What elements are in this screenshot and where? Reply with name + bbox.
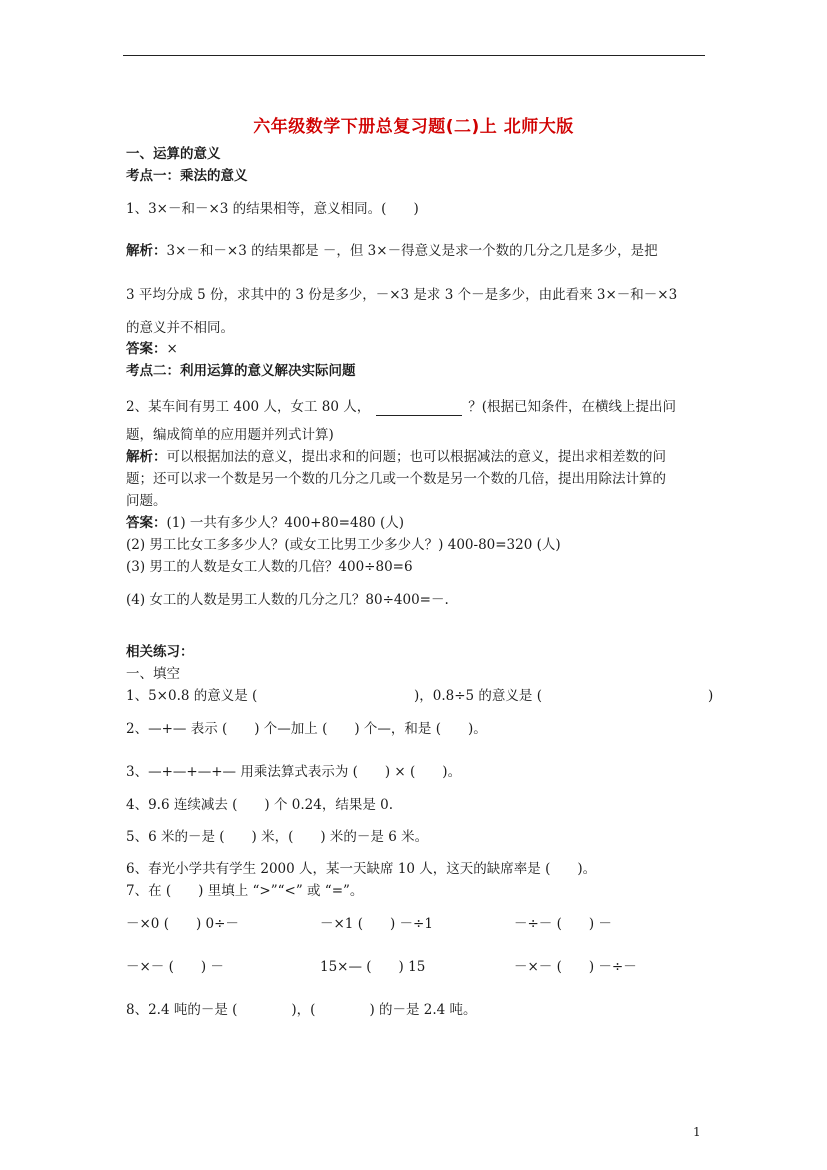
practice-7: 7、在 ( ) 里填上 “>”“<” 或 “=”。 [126,883,364,899]
answer-2-line-2: (2) 男工比女工多多少人？(或女工比男工少多少人？) 400-80=320 (人) [126,537,561,553]
practice-8: 8、2.4 吨的－是 ( )，( ) 的－是 2.4 吨。 [126,1002,477,1018]
analysis-2-text-1: 可以根据加法的意义，提出求和的问题；也可以根据减法的意义，提出求相差数的问 [166,449,666,465]
compare-row-1-col-3: －÷－ ( ) － [514,916,612,932]
analysis-label: 解析： [126,243,167,259]
question-2-line-1 [126,398,676,416]
compare-row-1-col-1: －×0 ( ) 0÷－ [126,916,239,932]
analysis-2-line-2: 题；还可以求一个数是另一个数的几分之几或一个数是另一个数的几倍，提出用除法计算的 [126,471,666,487]
analysis-1-line-2: 3 平均分成 5 份，求其中的 3 份是多少，－×3 是求 3 个－是多少，由此看来 3×－和－×3 [126,287,678,303]
document-title: 六年级数学下册总复习题(二)上 北师大版 [253,117,574,137]
question-1: 1、3×－和－×3 的结果相等，意义相同。( ) [126,201,419,217]
compare-row-1-col-2: －×1 ( ) －÷1 [320,916,433,932]
practice-1 [126,687,257,705]
answer-label: 答案： [126,341,167,357]
question-2-line-2: 题，编成简单的应用题并列式计算) [126,427,334,443]
header-rule [123,55,705,56]
practice-section-fill-in: 一、填空 [126,666,180,682]
answer-2-text-1: (1) 一共有多少人？400+80=480 (人) [166,515,405,531]
point-one-heading: 考点一：乘法的意义 [126,168,248,184]
analysis-2-line-1 [126,448,666,466]
question-2-text-a: 2、某车间有男工 400 人，女工 80 人， [126,399,371,415]
page-number: 1 [693,1125,701,1139]
practice-1-text-a: 1、5×0.8 的意义是 ( [126,688,258,704]
analysis-1-line-3: 的意义并不相同。 [126,320,234,336]
analysis-1-line-1 [126,242,658,260]
compare-row-2-col-3: －×－ ( ) －÷－ [514,959,637,975]
analysis-2-line-3: 问题。 [126,493,167,509]
answer-label: 答案： [126,515,167,531]
question-2-text-b: ？(根据已知条件，在横线上提出问 [468,399,676,415]
section-heading-operations: 一、运算的意义 [126,146,221,162]
analysis-1-text-1: 3×－和－×3 的结果都是 －，但 3×－得意义是求一个数的几分之几是多少，是把 [166,243,658,259]
practice-heading: 相关练习： [126,644,194,660]
point-two-heading: 考点二：利用运算的意义解决实际问题 [126,363,356,379]
practice-3: 3、—+—+—+— 用乘法算式表示为 ( ) × ( )。 [126,764,462,780]
answer-blank-line [376,401,462,416]
answer-1-text: × [166,341,178,357]
answer-2-line-4: (4) 女工的人数是男工人数的几分之几？80÷400=－. [126,592,449,608]
analysis-label: 解析： [126,449,167,465]
answer-1 [126,340,178,358]
compare-row-2-col-2: 15×— ( ) 15 [320,959,426,975]
answer-2-line-3: (3) 男工的人数是女工人数的几倍？400÷80=6 [126,559,413,575]
practice-2: 2、—+— 表示 ( ) 个—加上 ( ) 个—，和是 ( )。 [126,721,487,737]
answer-2-line-1 [126,514,404,532]
practice-1-part-c: ) [708,688,714,704]
practice-4: 4、9.6 连续减去 ( ) 个 0.24，结果是 0. [126,797,393,813]
practice-5: 5、6 米的－是 ( ) 米，( ) 米的－是 6 米。 [126,829,429,845]
practice-6: 6、春光小学共有学生 2000 人，某一天缺席 10 人，这天的缺席率是 ( )。 [126,861,597,877]
practice-1-part-b: )，0.8÷5 的意义是 ( [414,688,542,704]
compare-row-2-col-1: －×－ ( ) － [126,959,224,975]
